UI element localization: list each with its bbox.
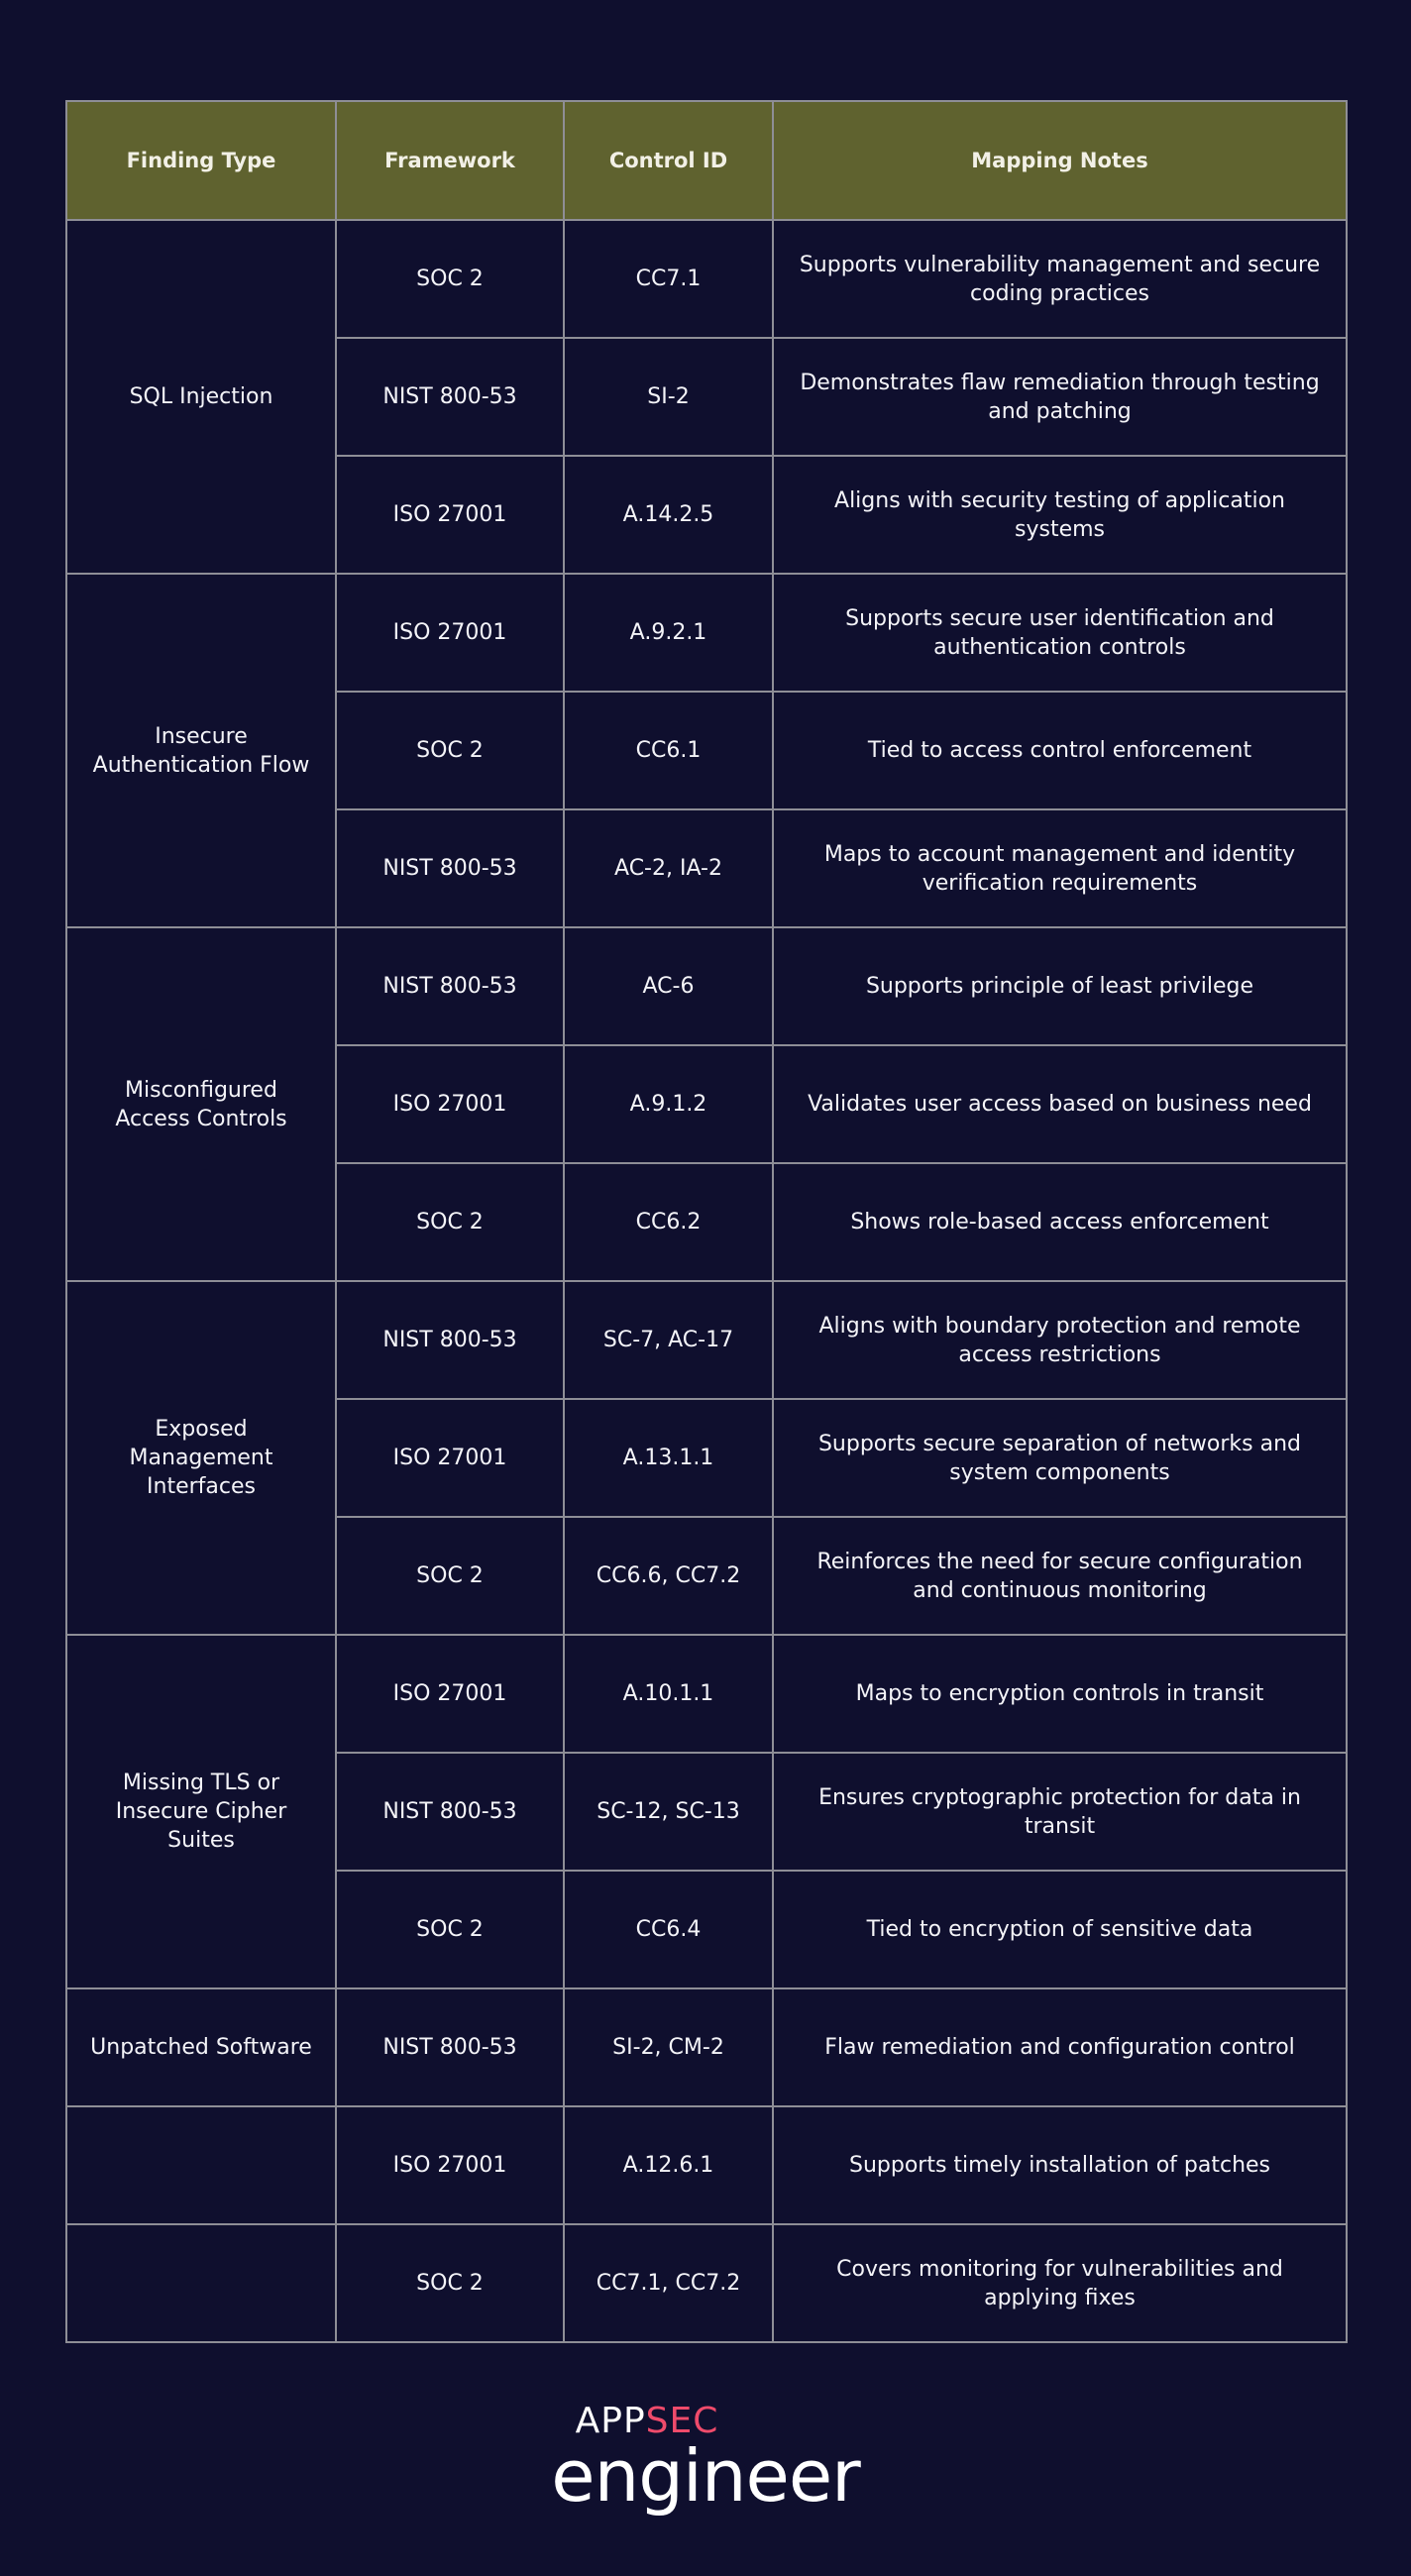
header-mapping-notes: Mapping Notes xyxy=(773,101,1347,220)
control-id-cell: A.9.2.1 xyxy=(564,574,773,692)
framework-cell: NIST 800-53 xyxy=(336,1753,564,1871)
finding-type-cell: SQL Injection xyxy=(66,220,336,574)
mapping-notes-cell: Supports vulnerability management and secure coding practices xyxy=(773,220,1347,338)
mapping-notes-cell: Flaw remediation and configuration control xyxy=(773,1988,1347,2106)
mapping-table xyxy=(65,100,1348,2343)
framework-cell: ISO 27001 xyxy=(336,1045,564,1163)
mapping-notes-cell: Covers monitoring for vulnerabilities and applying fixes xyxy=(773,2224,1347,2342)
logo-app-text: APP xyxy=(575,2401,646,2441)
control-id-cell: AC-2, IA-2 xyxy=(564,809,773,927)
control-id-cell: A.13.1.1 xyxy=(564,1399,773,1517)
control-id-cell: A.12.6.1 xyxy=(564,2106,773,2224)
finding-type-cell xyxy=(66,2224,336,2342)
control-id-cell: SI-2 xyxy=(564,338,773,456)
framework-cell: SOC 2 xyxy=(336,1871,564,1988)
mapping-notes-cell: Ensures cryptographic protection for data in transit xyxy=(773,1753,1347,1871)
framework-cell: NIST 800-53 xyxy=(336,338,564,456)
table-header-row xyxy=(66,101,1347,220)
framework-cell: SOC 2 xyxy=(336,220,564,338)
control-id-cell: CC7.1, CC7.2 xyxy=(564,2224,773,2342)
mapping-notes-cell: Aligns with security testing of application systems xyxy=(773,456,1347,574)
framework-cell: NIST 800-53 xyxy=(336,1988,564,2106)
header-finding-type: Finding Type xyxy=(66,101,336,220)
finding-type-cell: Insecure Authentication Flow xyxy=(66,574,336,927)
control-id-cell: CC6.4 xyxy=(564,1871,773,1988)
control-id-cell: CC6.1 xyxy=(564,692,773,809)
control-id-cell: AC-6 xyxy=(564,927,773,1045)
framework-cell: ISO 27001 xyxy=(336,1399,564,1517)
mapping-notes-cell: Validates user access based on business need xyxy=(773,1045,1347,1163)
framework-cell: ISO 27001 xyxy=(336,1635,564,1753)
framework-cell: ISO 27001 xyxy=(336,456,564,574)
finding-type-cell xyxy=(66,2106,336,2224)
control-id-cell: CC6.6, CC7.2 xyxy=(564,1517,773,1635)
mapping-notes-cell: Maps to account management and identity verification requirements xyxy=(773,809,1347,927)
mapping-notes-cell: Aligns with boundary protection and remote access restrictions xyxy=(773,1281,1347,1399)
mapping-notes-cell: Tied to access control enforcement xyxy=(773,692,1347,809)
finding-type-cell: Missing TLS or Insecure Cipher Suites xyxy=(66,1635,336,1988)
framework-cell: NIST 800-53 xyxy=(336,1281,564,1399)
control-id-cell: SC-12, SC-13 xyxy=(564,1753,773,1871)
control-id-cell: CC7.1 xyxy=(564,220,773,338)
finding-type-cell: Unpatched Software xyxy=(66,1988,336,2106)
table-row xyxy=(66,1635,1347,1753)
mapping-notes-cell: Supports secure user identification and authentication controls xyxy=(773,574,1347,692)
mapping-notes-cell: Demonstrates flaw remediation through testing and patching xyxy=(773,338,1347,456)
framework-cell: ISO 27001 xyxy=(336,2106,564,2224)
mapping-notes-cell: Supports secure separation of networks and system components xyxy=(773,1399,1347,1517)
framework-cell: SOC 2 xyxy=(336,2224,564,2342)
header-framework: Framework xyxy=(336,101,564,220)
table-row xyxy=(66,1281,1347,1399)
framework-cell: NIST 800-53 xyxy=(336,927,564,1045)
framework-cell: SOC 2 xyxy=(336,692,564,809)
mapping-notes-cell: Supports timely installation of patches xyxy=(773,2106,1347,2224)
control-id-cell: SC-7, AC-17 xyxy=(564,1281,773,1399)
table-row xyxy=(66,2106,1347,2224)
table-row xyxy=(66,574,1347,692)
framework-cell: SOC 2 xyxy=(336,1517,564,1635)
mapping-notes-cell: Tied to encryption of sensitive data xyxy=(773,1871,1347,1988)
control-id-cell: A.9.1.2 xyxy=(564,1045,773,1163)
logo-sec-text: SEC xyxy=(645,2401,719,2441)
mapping-notes-cell: Maps to encryption controls in transit xyxy=(773,1635,1347,1753)
table-row xyxy=(66,927,1347,1045)
mapping-notes-cell: Reinforces the need for secure configuration and continuous monitoring xyxy=(773,1517,1347,1635)
mapping-notes-cell: Supports principle of least privilege xyxy=(773,927,1347,1045)
appsec-engineer-logo xyxy=(0,2401,1411,2518)
table-row xyxy=(66,220,1347,338)
mapping-notes-cell: Shows role-based access enforcement xyxy=(773,1163,1347,1281)
table-row xyxy=(66,2224,1347,2342)
finding-type-cell: Misconfigured Access Controls xyxy=(66,927,336,1281)
framework-cell: ISO 27001 xyxy=(336,574,564,692)
control-id-cell: A.10.1.1 xyxy=(564,1635,773,1753)
header-control-id: Control ID xyxy=(564,101,773,220)
finding-type-cell: Exposed Management Interfaces xyxy=(66,1281,336,1635)
framework-cell: SOC 2 xyxy=(336,1163,564,1281)
framework-cell: NIST 800-53 xyxy=(336,809,564,927)
control-id-cell: CC6.2 xyxy=(564,1163,773,1281)
table-row xyxy=(66,1988,1347,2106)
logo-engineer-text: engineer xyxy=(551,2434,860,2518)
mapping-table-container xyxy=(65,100,1346,2343)
control-id-cell: SI-2, CM-2 xyxy=(564,1988,773,2106)
control-id-cell: A.14.2.5 xyxy=(564,456,773,574)
